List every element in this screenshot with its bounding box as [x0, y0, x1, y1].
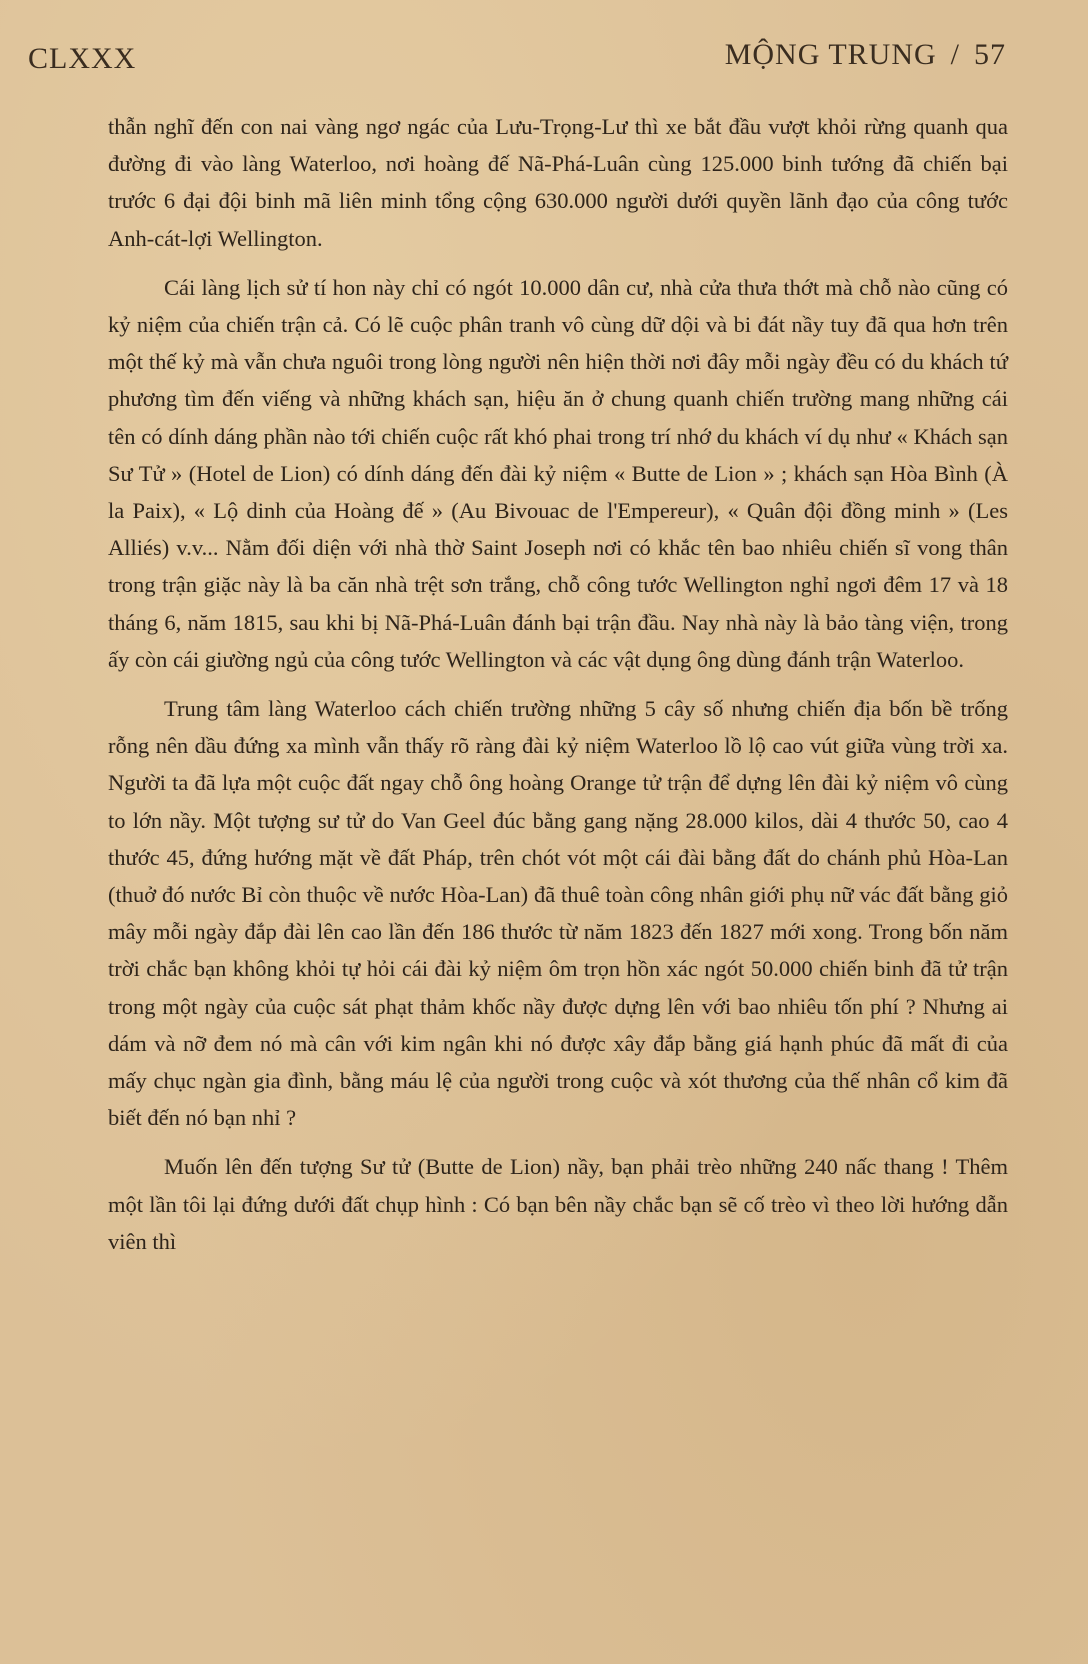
- header-separator: /: [950, 38, 960, 71]
- running-head: [725, 38, 1006, 72]
- body-text: [108, 108, 1008, 1272]
- paragraph-4: Muốn lên đến tượng Sư tử (Butte de Lion) nầy, bạn phải trèo những 240 nấc thang ! Thêm một lần tôi lại đứng dưới đất chụp hình : Có bạn bên nầy chắc bạn sẽ cố trèo vì theo lời hướng dẫn viên thì: [108, 1154, 1008, 1254]
- paragraph-2: Cái làng lịch sử tí hon này chỉ có ngót 10.000 dân cư, nhà cửa thưa thớt mà chỗ nào cũng có kỷ niệm của chiến trận cả. Có lẽ cuộc phân tranh vô cùng dữ dội và bi đát nầy tuy đã qua hơn trên một thế kỷ mà vẫn chưa nguôi trong lòng người nên hiện thời nơi đây mỗi ngày đều có du khách tứ phương tìm đến viếng và những khách sạn, hiệu ăn ở chung quanh chiến trường mang những cái tên có dính dáng phần nào tới chiến cuộc rất khó phai trong trí nhớ du khách ví dụ như « Khách sạn Sư Tử » (Hotel de Lion) có dính dáng đến đài kỷ niệm « Butte de Lion » ; khách sạn Hòa Bình (À la Paix), « Lộ dinh của Hoàng đế » (Au Bivouac de l'Empereur), « Quân đội đồng minh » (Les Alliés) v.v... Nằm đối diện với nhà thờ Saint Joseph nơi có khắc tên bao nhiêu chiến sĩ vong thân trong trận giặc này là ba căn nhà trệt sơn trắng, chỗ công tước Wellington nghỉ ngơi đêm 17 và 18 tháng 6, năm 1815, sau khi bị Nã-Phá-Luân đánh bại trận đầu. Nay nhà này là bảo tàng viện, trong ấy còn cái giường ngủ của công tước Wellington và các vật dụng ông dùng đánh trận Waterloo.: [108, 274, 1008, 672]
- paragraph-3: Trung tâm làng Waterloo cách chiến trường những 5 cây số nhưng chiến địa bốn bề trống rỗng nên dầu đứng xa mình vẫn thấy rõ ràng đài kỷ niệm Waterloo lồ lộ cao vút giữa vùng trời xa. Người ta đã lựa một cuộc đất ngay chỗ ông hoàng Orange tử trận để dựng lên đài kỷ niệm vô cùng to lớn nầy. Một tượng sư tử do Van Geel đúc bằng gang nặng 28.000 kilos, dài 4 thước 50, cao 4 thước 45, đứng hướng mặt về đất Pháp, trên chót vót một cái đài bằng đất do chánh phủ Hòa-Lan (thuở đó nước Bỉ còn thuộc về nước Hòa-Lan) đã thuê toàn công nhân giới phụ nữ vác đất bằng giỏ mây mỗi ngày đắp đài lên cao lần đến 186 thước từ năm 1823 đến 1827 mới xong. Trong bốn năm trời chắc bạn không khỏi tự hỏi cái đài kỷ niệm ôm trọn hồn xác ngót 50.000 chiến binh đã tử trận trong một ngày của cuộc sát phạt thảm khốc nầy được dựng lên với bao nhiêu tốn phí ? Nhưng ai dám và nỡ đem nó mà cân với kim ngân khi nó được xây đắp bằng giá hạnh phúc đã mất đi của mấy chục ngàn gia đình, bằng máu lệ của người trong cuộc và xót thương của thế nhân cổ kim đã biết đến nó bạn nhỉ ?: [108, 696, 1008, 1131]
- page-header: [28, 38, 1006, 88]
- folio-number: CLXXX: [28, 42, 137, 75]
- page-number: 57: [974, 38, 1006, 71]
- paragraph-1: thẫn nghĩ đến con nai vàng ngơ ngác của Lưu-Trọng-Lư thì xe bắt đầu vượt khỏi rừng quanh qua đường đi vào làng Waterloo, nơi hoàng đế Nã-Phá-Luân cùng 125.000 binh tướng đã chiến bại trước 6 đại đội binh mã liên minh tổng cộng 630.000 người dưới quyền lãnh đạo của công tước Anh-cát-lợi Wellington.: [108, 114, 1008, 251]
- book-title: MỘNG TRUNG: [724, 38, 937, 71]
